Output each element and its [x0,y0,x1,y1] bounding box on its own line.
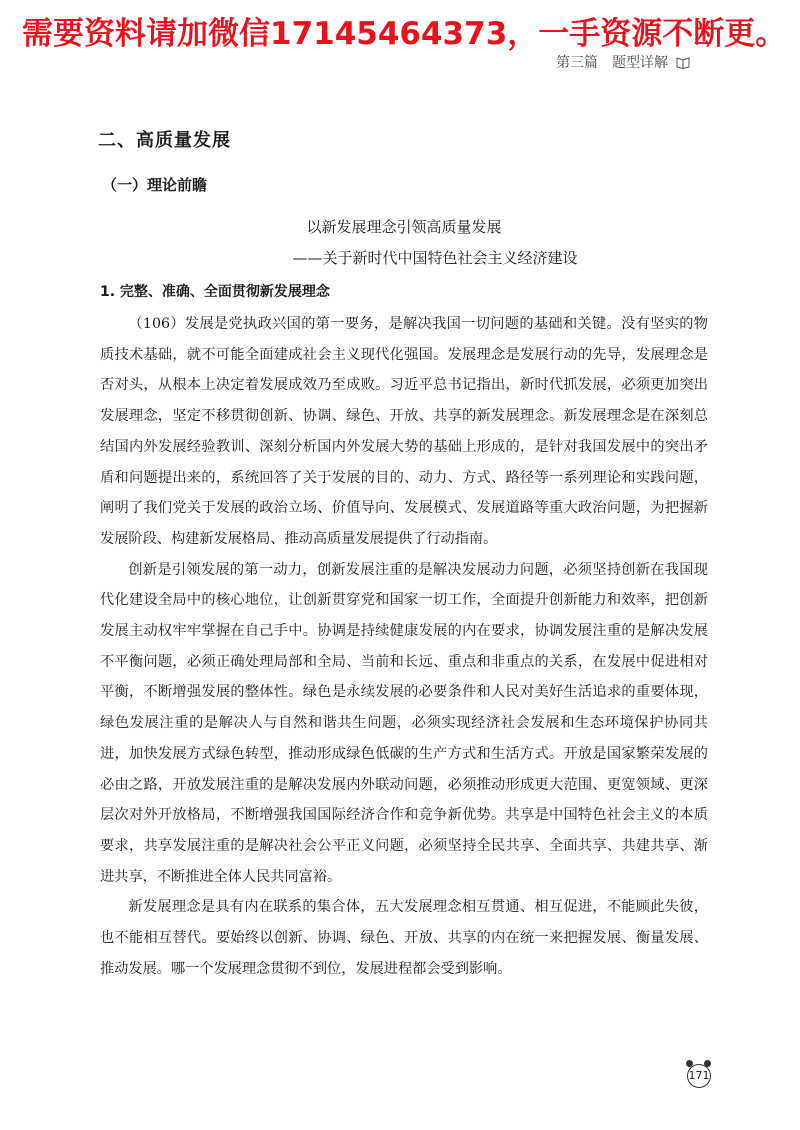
page-number: 171 [687,1064,711,1088]
paragraph: （106）发展是党执政兴国的第一要务，是解决我国一切问题的基础和关键。没有坚实的物质技术基础，就不可能全面建成社会主义现代化强国。发展理念是发展行动的先导，发展理念是否对头，从根本上决定着发展成效乃至成败。习近平总书记指出，新时代抓发展，必须更加突出发展理念，坚定不移贯彻创新、协调、绿色、开放、共享的新发展理念。新发展理念是在深刻总结国内外发展经验教训、深刻分析国内外发展大势的基础上形成的，是针对我国发展中的突出矛盾和问题提出来的，系统回答了关于发展的目的、动力、方式、路径等一系列理论和实践问题，阐明了我们党关于发展的政治立场、价值导向、发展模式、发展道路等重大政治问题，为把握新发展阶段、构建新发展格局、推动高质量发展提供了行动指南。 [100,316,708,547]
article-title-block [0,216,800,268]
article-subtitle: ——关于新时代中国特色社会主义经济建设 [292,249,578,267]
article-title: 以新发展理念引领高质量发展 [306,218,502,236]
watermark-banner: 需要资料请加微信17145464373，一手资源不断更。 [22,16,787,52]
section-subheading: （一）理论前瞻 [102,176,208,194]
section-heading: 二、高质量发展 [98,130,231,151]
running-head-text: 第三篇 题型详解 [556,55,668,71]
open-book-icon [676,55,690,69]
paragraph: 新发展理念是具有内在联系的集合体，五大发展理念相互贯通、相互促进，不能顾此失彼，也不能相互替代。要始终以创新、协调、绿色、开放、共享的内在统一来把握发展、衡量发展、推动发展。哪一个发展理念贯彻不到位，发展进程都会受到影响。 [100,899,708,977]
running-head [556,52,690,72]
paragraph: 创新是引领发展的第一动力，创新发展注重的是解决发展动力问题，必须坚持创新在我国现代化建设全局中的核心地位，让创新贯穿党和国家一切工作，全面提升创新能力和效率，把创新发展主动权牢牢掌握在自己手中。协调是持续健康发展的内在要求，协调发展注重的是解决发展不平衡问题，必须正确处理局部和全局、当前和长远、重点和非重点的关系，在发展中促进相对平衡，不断增强发展的整体性。绿色是永续发展的必要条件和人民对美好生活追求的重要体现，绿色发展注重的是解决人与自然和谐共生问题，必须实现经济社会发展和生态环境保护协同共进，加快发展方式绿色转型，推动形成绿色低碳的生产方式和生活方式。开放是国家繁荣发展的必由之路，开放发展注重的是解决发展内外联动问题，必须推动形成更大范围、更宽领域、更深层次对外开放格局，不断增强我国国际经济合作和竞争新优势。共享是中国特色社会主义的本质要求，共享发展注重的是解决社会公平正义问题，必须坚持全民共享、全面共享、共建共享、渐进共享，不断推进全体人民共同富裕。 [100,561,708,885]
article-body [100,309,708,984]
panda-page-badge-icon [684,1058,714,1088]
point-heading: 1. 完整、准确、全面贯彻新发展理念 [100,284,330,300]
